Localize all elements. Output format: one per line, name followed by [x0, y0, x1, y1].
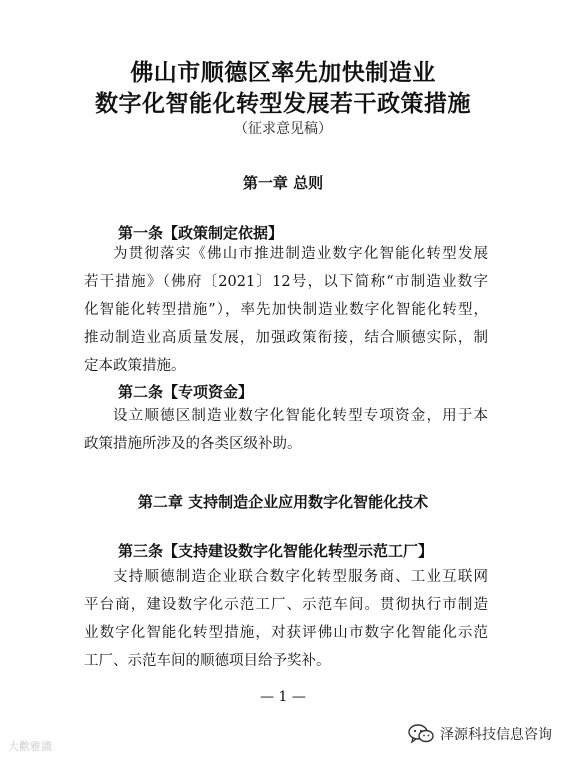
article-1-line: 推动制造业高质量发展，加强政策衔接，结合顺德实际，制 — [84, 330, 488, 346]
wechat-icon — [408, 724, 434, 744]
article-3-line: 平台商，建设数字化示范工厂、示范车间。贯彻执行市制造 — [84, 597, 488, 613]
article-1-body — [84, 240, 488, 380]
article-1-line: 定本政策措施。 — [84, 358, 186, 374]
document-title-line1: 佛山市顺德区率先加快制造业 — [130, 60, 436, 86]
article-2-line: 设立顺德区制造业数字化智能化转型专项资金，用于本 — [113, 408, 488, 424]
watermark-right-text: 泽源科技信息咨询 — [440, 727, 552, 743]
article-3-line: 工厂、示范车间的顺德项目给予奖补。 — [84, 653, 331, 669]
article-3-line: 业数字化智能化转型措施，对获评佛山市数字化智能化示范 — [84, 625, 488, 641]
page-number: — 1 — — [260, 689, 306, 705]
watermark-left: 大歡雅識 — [8, 740, 52, 753]
article-2-heading: 第二条【专项资金】 — [118, 383, 254, 401]
article-1-heading: 第一条【政策制定依据】 — [118, 224, 284, 242]
article-2-body — [84, 402, 488, 458]
article-2-line: 政策措施所涉及的各类区级补助。 — [84, 436, 302, 452]
watermark-right — [408, 724, 552, 744]
article-3-line: 支持顺德制造企业联合数字化转型服务商、工业互联网 — [113, 569, 488, 585]
article-3-heading: 第三条【支持建设数字化智能化转型示范工厂】 — [118, 542, 434, 560]
article-3-body — [84, 563, 488, 675]
document-subtitle: （征求意见稿） — [234, 121, 332, 137]
article-1-line: 为贯彻落实《佛山市推进制造业数字化智能化转型发展 — [113, 246, 488, 262]
chapter-2-heading: 第二章 支持制造企业应用数字化智能化技术 — [137, 493, 429, 511]
chapter-1-heading: 第一章 总则 — [242, 174, 324, 192]
document-title-line2: 数字化智能化转型发展若干政策措施 — [95, 91, 471, 117]
article-1-line: 若干措施》（佛府〔2021〕12号，以下简称“市制造业数字 — [84, 274, 488, 290]
article-1-line: 化智能化转型措施”），率先加快制造业数字化智能化转型， — [84, 302, 488, 318]
